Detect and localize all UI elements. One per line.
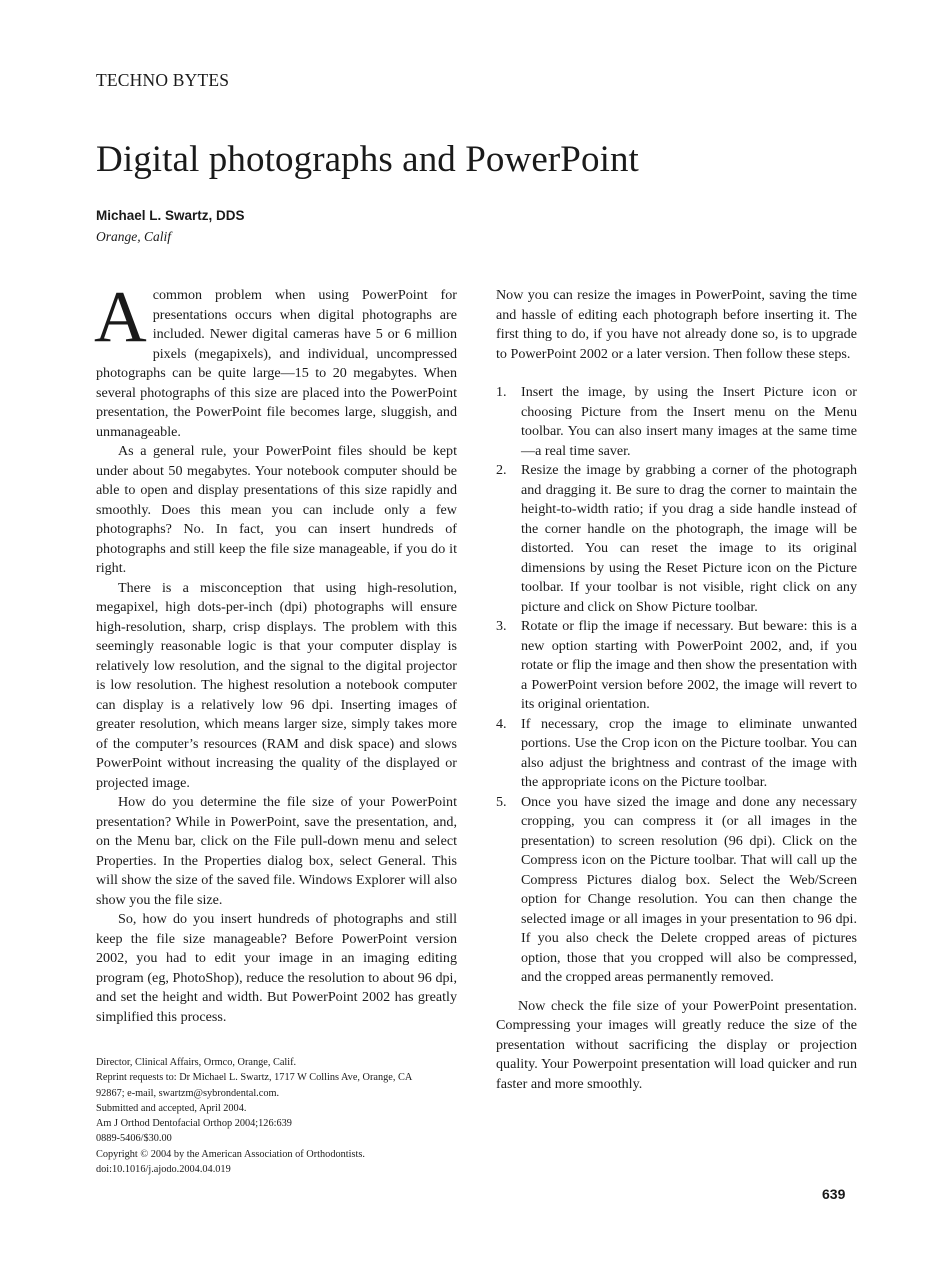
article-title: Digital photographs and PowerPoint	[96, 139, 639, 180]
steps-list	[496, 383, 857, 988]
list-number: 5.	[496, 793, 507, 810]
right-column	[496, 286, 857, 1094]
left-column	[94, 276, 457, 1027]
list-number: 4.	[496, 715, 507, 732]
list-number: 3.	[496, 618, 507, 634]
section-label: TECHNO BYTES	[96, 70, 230, 90]
list-item	[496, 715, 857, 793]
footnote-line: Copyright © 2004 by the American Association of Orthodontists.	[96, 1148, 365, 1160]
list-number: 1.	[496, 384, 507, 400]
footnote-line: 92867; e-mail, swartzm@sybrondental.com.	[96, 1087, 280, 1099]
list-item	[496, 383, 857, 461]
footnotes	[96, 1055, 466, 1177]
paragraph: There is a misconception that using high-resolution, megapixel, high dots-per-inch (dpi) photographs will ensure high-resolution, sharp, crisp displays. The problem with this seemingly reasonable logic is that your computer display is relatively low resolution, and the signal to the digital projector is low resolution. The highest resolution a notebook computer can display is a relatively low 96 dpi. Inserting images of greater resolution, which means larger size, simply takes more of the computer’s resources (RAM and disk space) and slows PowerPoint without increasing the quality of the displayed or projected image.	[96, 579, 457, 791]
footnote-line: Submitted and accepted, April 2004.	[96, 1102, 247, 1114]
author-name: Michael L. Swartz, DDS	[96, 208, 245, 223]
paragraph: So, how do you insert hundreds of photographs and still keep the file size manageable? Before PowerPoint version 2002, you had to edit your image in an imaging editing program (eg, PhotoShop), reduce the resolution to about 96 dpi, and set the height and width. But PowerPoint 2002 has greatly simplified this process.	[96, 911, 457, 1025]
paragraph: Now check the file size of your PowerPoint presentation. Compressing your images will greatly reduce the size of the presentation without sacrificing the display or projection quality. Your Powerpoint presentation will load quicker and run faster and more smoothly.	[496, 997, 857, 1092]
paragraph: As a general rule, your PowerPoint files should be kept under about 50 megabytes. Your notebook computer should be able to open and display presentations of this size rapidly and smoothly. Does this mean you can include only a few photographs? No. In fact, you can insert hundreds of photographs and still keep the file size manageable, if you do it right.	[96, 443, 457, 576]
paragraph	[94, 276, 457, 442]
list-item	[496, 461, 857, 617]
footnote-line: Director, Clinical Affairs, Ormco, Orange, Calif.	[96, 1057, 297, 1068]
list-item-text: Resize the image by grabbing a corner of the photograph and dragging it. Be sure to drag the corner to maintain the height-to-width ratio; if you drag a side handle instead of the corner handle on the photograph, the image will be distorted. You can reset the image to its original dimensions by using the Reset Picture icon on the Picture toolbar. If your toolbar is not visible, right click on any picture and click on Show Picture toolbar.	[521, 462, 857, 615]
list-item-text: Insert the image, by using the Insert Picture icon or choosing Picture from the Insert menu on the Menu toolbar. You can also insert many images at the same time—a real time saver.	[521, 384, 857, 459]
list-item-text: If necessary, crop the image to eliminate unwanted portions. Use the Crop icon on the Picture toolbar. You can also adjust the brightness and contrast of the image with the appropriate icons on the Picture toolbar.	[521, 715, 857, 790]
list-item	[496, 617, 857, 715]
footnote-line: Reprint requests to: Dr Michael L. Swartz, 1717 W Collins Ave, Orange, CA	[96, 1072, 413, 1084]
footnote-line: Am J Orthod Dentofacial Orthop 2004;126:639	[96, 1118, 292, 1130]
paragraph: How do you determine the file size of your PowerPoint presentation? While in PowerPoint, save the presentation, and, on the Menu bar, click on the File pull-down menu and select Properties. In the Properties dialog box, select General. This will show the size of the saved file. Windows Explorer will also show you the file size.	[96, 794, 457, 908]
page-number: 639	[822, 1186, 846, 1202]
footnote-line: 0889-5406/$30.00	[96, 1133, 172, 1145]
paragraph: Now you can resize the images in PowerPoint, saving the time and hassle of editing each photograph before inserting it. The first thing to do, if you have not already done so, is to upgrade to PowerPoint 2002 or a later version. Then follow these steps.	[496, 287, 857, 362]
footnote-line: doi:10.1016/j.ajodo.2004.04.019	[96, 1164, 231, 1176]
list-item-text: Rotate or flip the image if necessary. But beware: this is a new option starting with PowerPoint 2002, and, if you rotate or flip the image and then show the presentation with a PowerPoint version before 2002, the image will revert to its original orientation.	[521, 618, 857, 712]
list-item	[496, 793, 857, 988]
drop-cap: A	[94, 276, 147, 357]
list-number: 2.	[496, 462, 507, 478]
author-affiliation: Orange, Calif	[96, 229, 172, 244]
list-item-text: Once you have sized the image and done any necessary cropping, you can compress it (or all images in the presentation) to screen resolution (96 dpi). Click on the Compress icon on the Picture toolbar. That will call up the Compress Pictures dialog box. Select the Web/Screen option for Change resolution. You can then change the selected image or all images in your presentation to 96 dpi. If you also check the Delete cropped areas of pictures option, those that you cropped will also be compressed, and the cropped areas permanently removed.	[521, 793, 857, 985]
paragraph-text: common problem when using PowerPoint for presentations occurs when digital photographs are included. Newer digital cameras have 5 or 6 million pixels (megapixels), and individual, uncompressed photographs can be quite large—15 to 20 megabytes. When several photographs of this size are placed into the PowerPoint presentation, the PowerPoint file becomes large, sluggish, and unmanageable.	[96, 287, 457, 440]
